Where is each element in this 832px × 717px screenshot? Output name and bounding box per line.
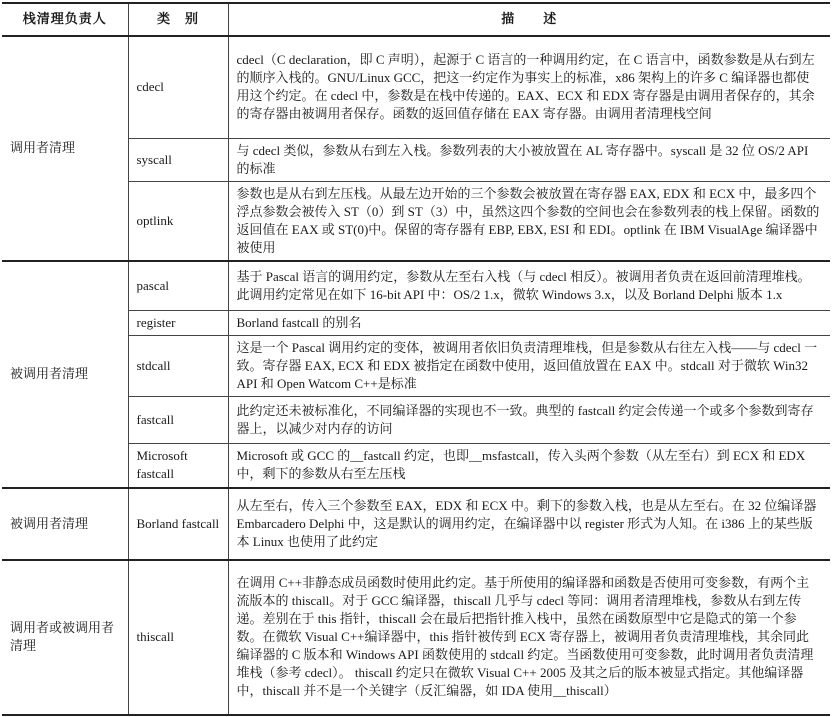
convention-name: pascal: [128, 261, 228, 311]
table-row: [2, 560, 830, 715]
header-type: 类 别: [128, 3, 228, 36]
table-row: [2, 36, 830, 138]
group-cell: 被调用者清理: [2, 261, 128, 488]
convention-name: thiscall: [128, 560, 228, 715]
convention-name: register: [128, 311, 228, 336]
convention-desc: Microsoft 或 GCC 的__fastcall 约定，也即__msfastcall，传入头两个参数（从左至右）到 ECX 和 EDX 中，剩下的参数从右至左压栈: [228, 444, 830, 488]
calling-convention-table: [2, 2, 830, 716]
convention-desc: 参数也是从右到左压栈。从最左边开始的三个参数会被放置在寄存器 EAX, EDX 和 ECX 中，最多四个浮点参数会被传入 ST（0）到 ST（3）中，虽然这四个参数的空间也会在参数列表的栈上保留。函数的返回值在 EAX 或 ST(0)中。保留的寄存器有 EBP, EBX, ESI 和 EDI。optlink 在 IBM VisualAge 编译器中被使用: [228, 181, 830, 261]
table-row: [2, 488, 830, 560]
convention-desc: cdecl（C declaration，即 C 声明），起源于 C 语言的一种调用约定，在 C 语言中，函数参数是从右到左的顺序入栈的。GNU/Linux GCC，把这一约定作为事实上的标准，x86 架构上的许多 C 编译器也都使用这个约定。在 cdecl 中，参数是在栈中传递的。EAX、ECX 和 EDX 寄存器是由调用者保存的，其余的寄存器由被调用者保存。函数的返回值存储在 EAX 寄存器。由调用者清理栈空间: [228, 36, 830, 138]
convention-name: fastcall: [128, 397, 228, 444]
convention-desc: 此约定还未被标准化，不同编译器的实现也不一致。典型的 fastcall 约定会传递一个或多个参数到寄存器上，以减少对内存的访问: [228, 397, 830, 444]
convention-name: stdcall: [128, 336, 228, 397]
header-row: [2, 3, 830, 36]
convention-desc: 与 cdecl 类似，参数从右到左入栈。参数列表的大小被放置在 AL 寄存器中。syscall 是 32 位 OS/2 API 的标准: [228, 138, 830, 181]
header-owner: 栈清理负责人: [2, 3, 128, 36]
header-desc: 描 述: [228, 3, 830, 36]
convention-desc: 在调用 C++非静态成员函数时使用此约定。基于所使用的编译器和函数是否使用可变参数，有两个主流版本的 thiscall。对于 GCC 编译器，thiscall 几乎与 cdecl 等同：调用者清理堆栈，参数从右到左传递。差别在于 this 指针，thiscall 会在最后把指针推入栈中，虽然在函数原型中它是隐式的第一个参数。在微软 Visual C++编译器中，this 指针被传到 ECX 寄存器上，被调用者负责清理堆栈，其余同此编译器的 C 版本和 Windows API 函数使用的 stdcall 约定。当函数使用可变参数，此时调用者负责清理堆栈（参考 cdecl）。 thiscall 约定只在微软 Visual C++ 2005 及其之后的版本被显式指定。其他编译器中，thiscall 并不是一个关键字（反汇编器，如 IDA 使用__thiscall）: [228, 560, 830, 715]
convention-name: cdecl: [128, 36, 228, 138]
convention-name: Borland fastcall: [128, 488, 228, 560]
table-row: [2, 261, 830, 311]
convention-desc: 这是一个 Pascal 调用约定的变体，被调用者依旧负责清理堆栈，但是参数从右往左入栈——与 cdecl 一致。寄存器 EAX, ECX 和 EDX 被指定在函数中使用，返回值放置在 EAX 中。stdcall 对于微软 Win32 API 和 Open Watcom C++是标准: [228, 336, 830, 397]
convention-name: Microsoft fastcall: [128, 444, 228, 488]
convention-name: optlink: [128, 181, 228, 261]
convention-desc: 基于 Pascal 语言的调用约定，参数从左至右入栈（与 cdecl 相反）。被调用者负责在返回前清理堆栈。此调用约定常见在如下 16-bit API 中：OS/2 1.x，微软 Windows 3.x，以及 Borland Delphi 版本 1.x: [228, 261, 830, 311]
convention-desc: Borland fastcall 的别名: [228, 311, 830, 336]
group-cell: 被调用者清理: [2, 488, 128, 560]
group-cell: 调用者或被调用者清理: [2, 560, 128, 715]
convention-name: syscall: [128, 138, 228, 181]
convention-desc: 从左至右，传入三个参数至 EAX，EDX 和 ECX 中。剩下的参数入栈，也是从左至右。在 32 位编译器 Embarcadero Delphi 中，这是默认的调用约定，在编译器中以 register 形式为人知。在 i386 上的某些版本 Linux 也使用了此约定: [228, 488, 830, 560]
group-cell: 调用者清理: [2, 36, 128, 261]
